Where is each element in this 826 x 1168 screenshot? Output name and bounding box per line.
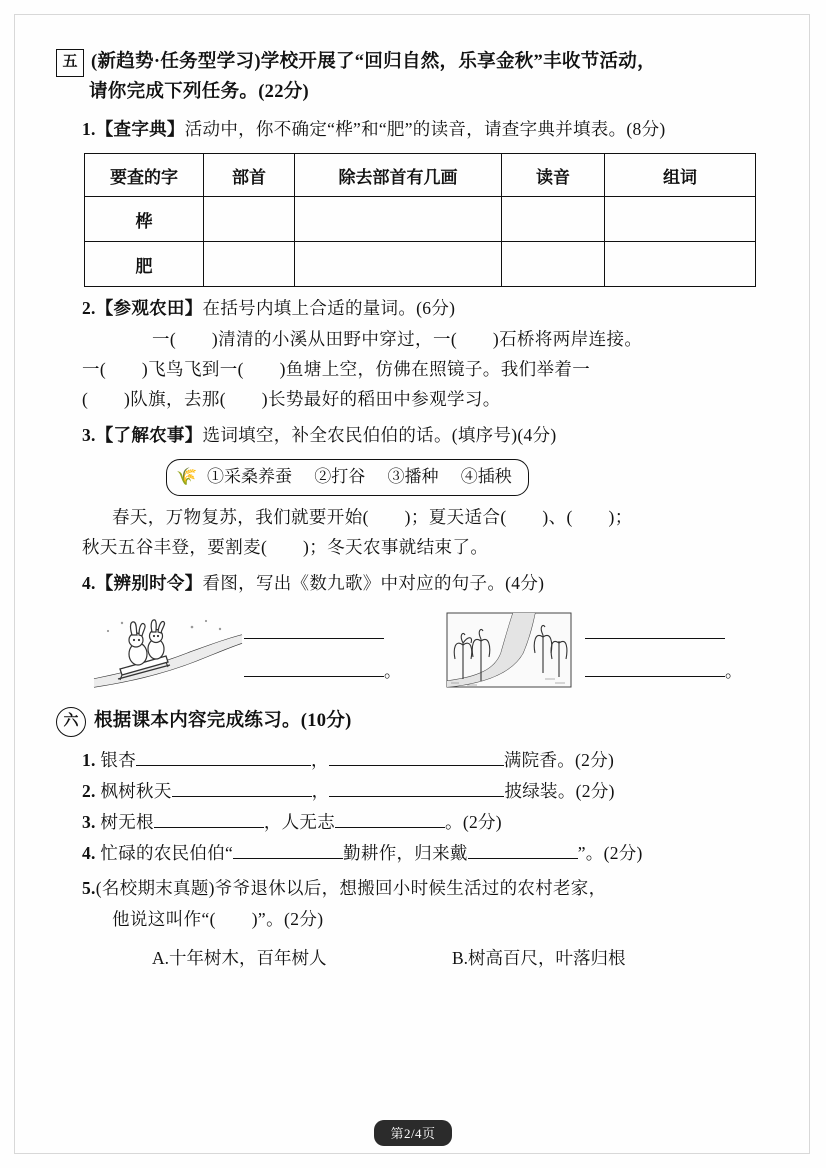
- cell-pinyin-1[interactable]: [502, 197, 605, 242]
- section-five-heading: [56, 46, 772, 78]
- question-6-3-post: 。(2分): [445, 812, 502, 832]
- question-6-4-pre: 忙碌的农民伯伯“: [100, 843, 234, 863]
- table-row: [85, 197, 756, 242]
- page-content: [56, 46, 772, 974]
- line-end-punct-2: 。: [725, 662, 742, 681]
- question-5-4-number: 4.: [82, 573, 96, 593]
- blank-6-1-b[interactable]: [329, 765, 504, 766]
- question-5-3-text: 选词填空，补全农民伯伯的话。(填序号)(4分): [202, 425, 557, 445]
- cell-char-1: 桦: [85, 197, 204, 242]
- answer-line-1a[interactable]: [244, 615, 401, 653]
- header-cell-pinyin: 读音: [502, 154, 605, 197]
- question-6-2-mid: ，: [311, 781, 330, 801]
- question-6-3: [56, 807, 772, 838]
- question-6-2: [56, 776, 772, 807]
- question-5-1-tag: 【查字典】: [95, 119, 185, 139]
- question-6-1-number: 1.: [82, 750, 96, 770]
- question-6-1-post: 满院香。(2分): [503, 750, 615, 770]
- question-5-4: [56, 568, 772, 599]
- choice-a[interactable]: A.十年树木，百年树人: [152, 948, 327, 968]
- section-five-title-line2: 请你完成下列任务。(22分): [89, 82, 310, 102]
- blank-6-3-a[interactable]: [154, 827, 264, 828]
- question-5-3-number: 3.: [82, 425, 96, 445]
- question-6-5-text-line2: 他说这叫作“( )”。(2分): [112, 909, 324, 929]
- cell-char-2: 肥: [85, 242, 204, 287]
- question-5-3-line-1: 春天，万物复苏，我们就要开始( )；夏天适合( )、( )；: [112, 507, 633, 527]
- question-6-4: [56, 838, 772, 869]
- header-cell-word: 组词: [605, 154, 756, 197]
- question-6-4-number: 4.: [82, 843, 96, 863]
- section-six-marker: 六: [56, 707, 86, 737]
- question-5-4-tag: 【辨别时令】: [95, 573, 203, 593]
- illustration-cell-1: [92, 609, 401, 693]
- rabbit-sledding-illustration: [92, 609, 244, 693]
- question-5-1: [56, 114, 772, 145]
- cell-radical-1[interactable]: [204, 197, 295, 242]
- cell-word-1[interactable]: [605, 197, 756, 242]
- question-6-4-mid: 勤耕作，归来戴: [343, 843, 468, 863]
- question-5-2-text: 在括号内填上合适的量词。(6分): [202, 298, 456, 318]
- cell-word-2[interactable]: [605, 242, 756, 287]
- answer-line-2b[interactable]: [585, 653, 742, 691]
- blank-6-4-b[interactable]: [468, 858, 578, 859]
- section-six-heading: [56, 705, 772, 737]
- question-5-2-tag: 【参观农田】: [95, 298, 203, 318]
- answer-lines-1: [244, 609, 401, 691]
- page-number-badge: 第2/4页: [374, 1120, 451, 1146]
- blank-6-3-b[interactable]: [335, 827, 445, 828]
- question-5-3: [56, 420, 772, 451]
- cell-radical-2[interactable]: [204, 242, 295, 287]
- question-6-2-number: 2.: [82, 781, 96, 801]
- blank-6-4-a[interactable]: [233, 858, 343, 859]
- word-bank-option-4[interactable]: ④插秧: [460, 467, 512, 486]
- question-6-4-post: ”。(2分): [577, 843, 643, 863]
- question-6-2-pre: 枫树秋天: [100, 781, 172, 801]
- word-bank-box: [166, 459, 529, 496]
- word-bank-option-3[interactable]: ③播种: [387, 467, 439, 486]
- cell-strokes-1[interactable]: [295, 197, 502, 242]
- question-5-4-text: 看图，写出《数九歌》中对应的句子。(4分): [202, 573, 545, 593]
- illustration-answer-row: [92, 609, 772, 693]
- question-6-3-mid: ，人无志: [263, 812, 336, 832]
- question-5-2-number: 2.: [82, 298, 96, 318]
- header-cell-radical: 部首: [204, 154, 295, 197]
- answer-line-2a[interactable]: [585, 615, 742, 653]
- table-row: [85, 242, 756, 287]
- word-bank-option-1[interactable]: ①采桑养蚕: [207, 467, 292, 486]
- blank-6-1-a[interactable]: [136, 765, 311, 766]
- dictionary-lookup-table: [84, 153, 756, 287]
- answer-lines-2: [585, 609, 742, 691]
- question-5-2-line-2: 一( )飞鸟飞到一( )鱼塘上空，仿佛在照镜子。我们举着一: [82, 359, 591, 379]
- question-5-3-tag: 【了解农事】: [95, 425, 203, 445]
- question-6-5-choices: [56, 942, 772, 974]
- section-five-title: (新趋势·任务型学习)学校开展了“回归自然，乐享金秋”丰收节活动，: [91, 52, 656, 72]
- illustration-cell-2: [433, 609, 742, 693]
- question-5-2-line-3: ( )队旗，去那( )长势最好的稻田中参观学习。: [82, 389, 501, 409]
- answer-line-1b[interactable]: [244, 653, 401, 691]
- blank-6-2-a[interactable]: [172, 796, 312, 797]
- cell-strokes-2[interactable]: [295, 242, 502, 287]
- question-6-5: [56, 873, 772, 904]
- blank-6-2-b[interactable]: [329, 796, 504, 797]
- question-6-1-mid: ，: [311, 750, 329, 770]
- cell-pinyin-2[interactable]: [502, 242, 605, 287]
- question-5-3-line-2: 秋天五谷丰登，要割麦( )；冬天农事就结束了。: [82, 537, 489, 557]
- question-6-1-pre: 银杏: [100, 750, 137, 770]
- question-5-2: [56, 293, 772, 324]
- word-bank-option-2[interactable]: ②打谷: [314, 467, 366, 486]
- question-6-1: [56, 745, 772, 776]
- table-header-row: [85, 154, 756, 197]
- question-5-1-number: 1.: [82, 119, 96, 139]
- header-cell-strokes: 除去部首有几画: [295, 154, 502, 197]
- wheat-icon: 🌾: [176, 467, 198, 486]
- question-6-5-text: (名校期末真题)爷爷退休以后，想搬回小时候生活过的农村老家，: [95, 878, 607, 898]
- question-5-1-text: 活动中，你不确定“桦”和“肥”的读音，请查字典并填表。(8分): [184, 119, 666, 139]
- question-6-2-post: 披绿装。(2分): [504, 781, 615, 801]
- choice-b[interactable]: B.树高百尺，叶落归根: [452, 948, 626, 968]
- section-five-marker: 五: [56, 49, 84, 77]
- question-6-3-pre: 树无根: [100, 812, 154, 832]
- page-footer: [0, 1120, 826, 1146]
- willow-trees-river-illustration: [433, 609, 585, 693]
- question-6-5-number: 5.: [82, 878, 96, 898]
- section-six-title: 根据课本内容完成练习。(10分): [94, 711, 352, 731]
- question-5-2-line-1: 一( )清清的小溪从田野中穿过，一( )石桥将两岸连接。: [152, 329, 643, 349]
- question-6-3-number: 3.: [82, 812, 96, 832]
- header-cell-char: 要查的字: [85, 154, 204, 197]
- line-end-punct-1: 。: [384, 662, 401, 681]
